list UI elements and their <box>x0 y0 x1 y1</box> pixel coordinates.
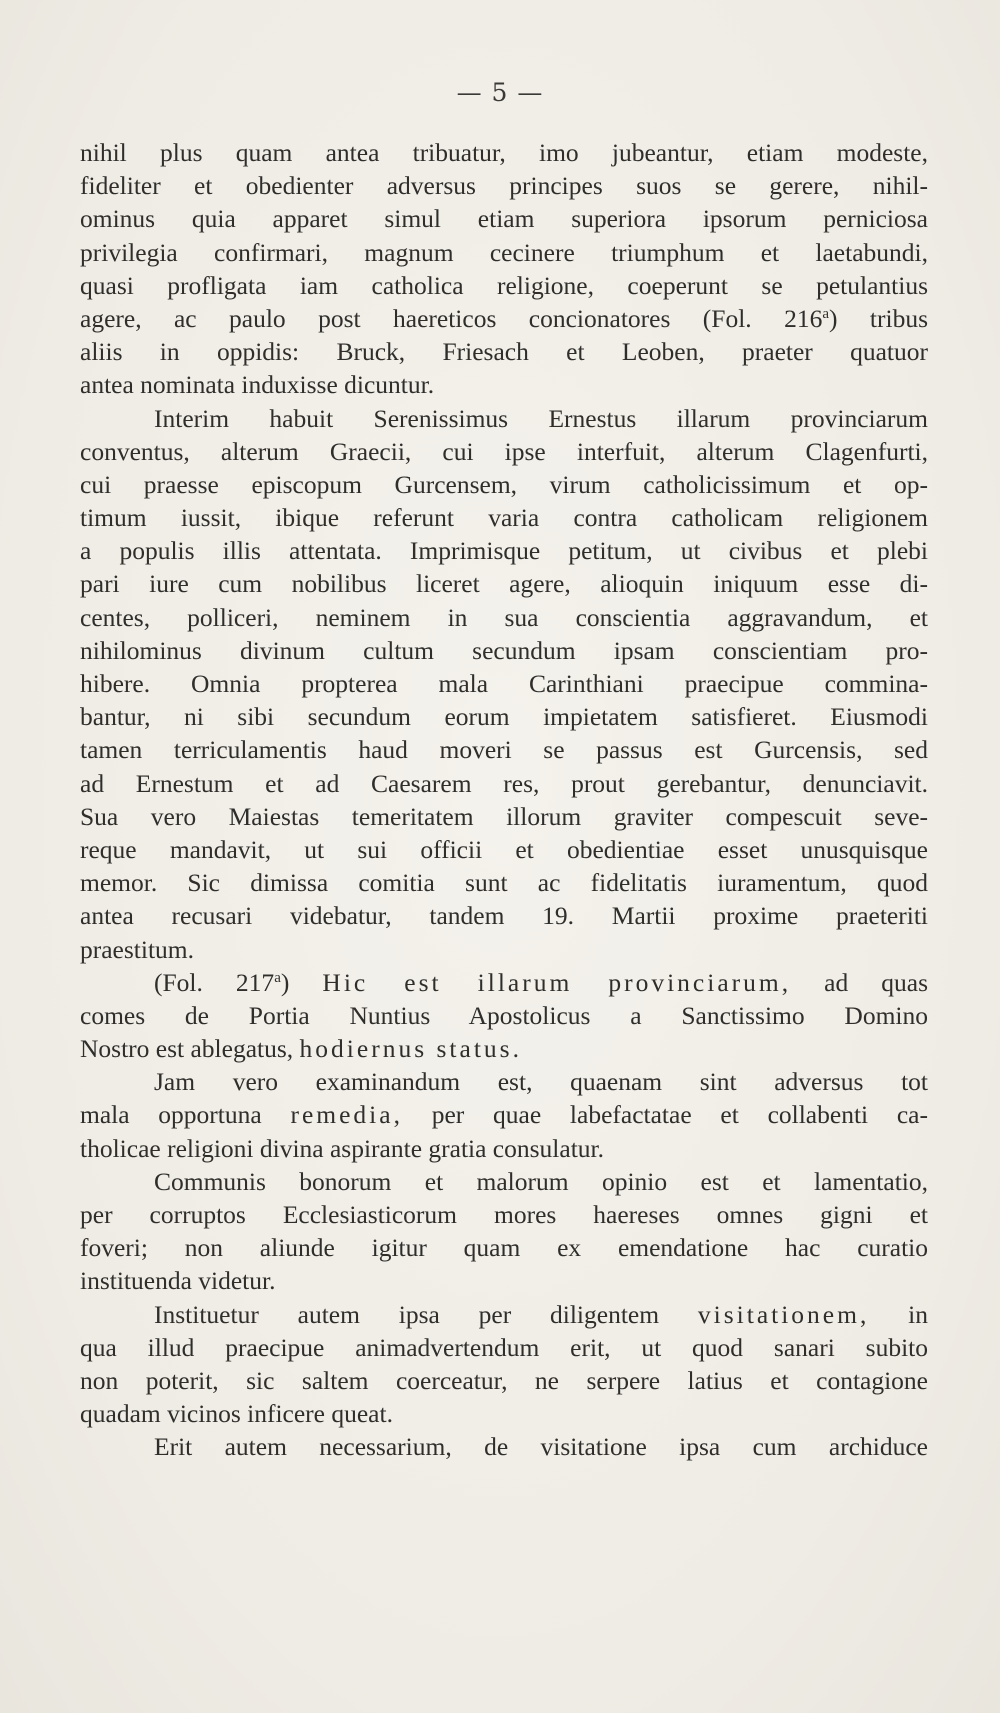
paragraph-1 <box>80 136 928 402</box>
text-line <box>80 1032 928 1065</box>
text-line: Sua vero Maiestas temeritatem illorum graviter compescuit seve- <box>80 801 928 831</box>
text-segment: agere, ac paulo post haereticos concionatores (Fol. 216 <box>80 303 823 333</box>
text-line: antea nominata induxisse dicuntur. <box>80 370 435 400</box>
text-line: qua illud praecipue animadvertendum erit, ut quod sanari subito <box>80 1332 928 1362</box>
text-line: Interim habuit Serenissimus Ernestus illarum provinciarum <box>154 403 928 433</box>
text-line: hibere. Omnia propterea mala Carinthiani praecipue commina- <box>80 669 928 698</box>
spaced-emphasis: Hic est illarum provinciarum, <box>322 967 792 997</box>
text-line: Jam vero examinandum est, quaenam sint adversus tot <box>154 1067 928 1097</box>
text-line: privilegia confirmari, magnum cecinere triumphum et laetabundi, <box>80 237 928 267</box>
text-line: pari iure cum nobilibus liceret agere, alioquin iniquum esse di- <box>80 569 928 599</box>
text-line: ominus quia apparet simul etiam superiora ipsorum perniciosa <box>80 204 928 234</box>
paragraph-2 <box>80 402 928 966</box>
text-line <box>80 302 928 335</box>
text-segment: Instituetur autem ipsa per diligentem <box>154 1299 698 1329</box>
body-text <box>80 136 928 1464</box>
text-line: tamen terriculamentis haud moveri se passus est Gurcensis, sed <box>80 735 928 765</box>
text-line: fideliter et obedienter adversus principes suos se gerere, nihil- <box>80 171 928 201</box>
spaced-emphasis: visitationem, <box>697 1299 870 1329</box>
text-line: reque mandavit, ut sui officii et obedientiae esset unusquisque <box>80 834 928 864</box>
text-segment: mala opportuna <box>80 1100 291 1130</box>
text-segment: ) <box>280 967 323 997</box>
text-segment: (Fol. 217 <box>154 967 275 997</box>
text-segment: in <box>869 1299 928 1329</box>
paragraph-3 <box>80 966 928 1066</box>
text-line <box>80 1298 928 1331</box>
text-line: ad Ernestum et ad Caesarem res, prout gerebantur, denunciavit. <box>80 768 928 798</box>
paragraph-7 <box>80 1430 928 1463</box>
text-line: comes de Portia Nuntius Apostolicus a Sanctissimo Domino <box>80 1000 928 1030</box>
paragraph-5 <box>80 1165 928 1298</box>
text-line: instituenda videtur. <box>80 1266 276 1296</box>
text-line: tholicae religioni divina aspirante gratia consulatur. <box>80 1133 604 1163</box>
text-line: per corruptos Ecclesiasticorum mores haereses omnes gigni et <box>80 1200 928 1229</box>
text-line: quadam vicinos inficere queat. <box>80 1399 393 1429</box>
text-segment: per quae labefactatae et collabenti ca- <box>402 1100 928 1130</box>
spaced-emphasis: hodiernus status. <box>299 1034 522 1064</box>
text-line: cui praesse episcopum Gurcensem, virum catholicissimum et op- <box>80 469 928 499</box>
folio-superscript: a <box>274 969 281 986</box>
text-segment: Nostro est ablegatus, <box>80 1034 300 1064</box>
text-line: conventus, alterum Graecii, cui ipse interfuit, alterum Clagenfurti, <box>80 436 928 466</box>
text-line <box>80 966 928 999</box>
text-line: nihil plus quam antea tribuatur, imo jubeantur, etiam modeste, <box>80 138 928 167</box>
text-line: Erit autem necessarium, de visitatione ipsa cum archiduce <box>154 1432 928 1462</box>
text-line: centes, polliceri, neminem in sua conscientia aggravandum, et <box>80 602 928 632</box>
folio-superscript: a <box>822 305 830 322</box>
text-line <box>80 1098 928 1131</box>
text-line: quasi profligata iam catholica religione, coeperunt se petulantius <box>80 270 928 300</box>
text-line: non poterit, sic saltem coerceatur, ne serpere latius et contagione <box>80 1365 928 1395</box>
text-line: Communis bonorum et malorum opinio est et lamentatio, <box>154 1166 928 1196</box>
text-line: memor. Sic dimissa comitia sunt ac fidelitatis iuramentum, quod <box>80 868 928 898</box>
text-segment: ad quas <box>791 967 928 997</box>
text-line: praestitum. <box>80 934 195 964</box>
spaced-emphasis: remedia, <box>290 1100 403 1130</box>
text-line: foveri; non aliunde igitur quam ex emendatione hac curatio <box>80 1233 928 1263</box>
paragraph-4 <box>80 1065 928 1165</box>
text-line: antea recusari videbatur, tandem 19. Martii proxime praeteriti <box>80 901 928 931</box>
paragraph-6 <box>80 1298 928 1431</box>
text-line: a populis illis attentata. Imprimisque petitum, ut civibus et plebi <box>80 536 928 566</box>
text-line: bantur, ni sibi secundum eorum impietatem satisfieret. Eiusmodi <box>80 702 928 732</box>
text-line: timum iussit, ibique referunt varia contra catholicam religionem <box>80 503 928 533</box>
page-number: — 5 — <box>456 78 544 107</box>
text-segment: ) tribus <box>829 303 928 333</box>
text-line: aliis in oppidis: Bruck, Friesach et Leoben, praeter quatuor <box>80 337 928 367</box>
text-line: nihilominus divinum cultum secundum ipsam conscientiam pro- <box>80 635 928 665</box>
